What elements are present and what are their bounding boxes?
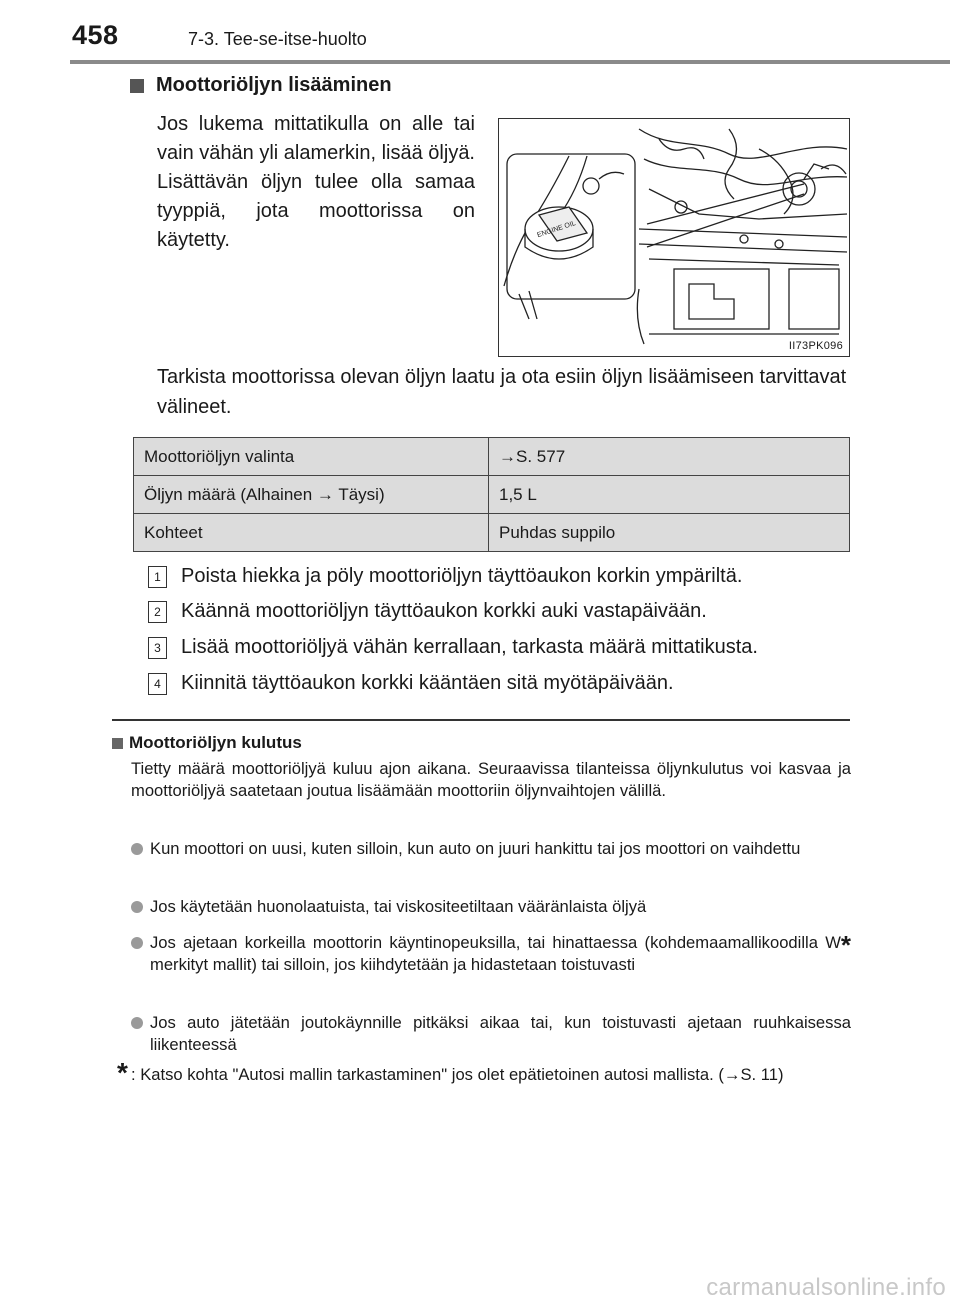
footnote bbox=[117, 1057, 852, 1088]
text-part: : Katso kohta "Autosi mallin tarkastaminen" jos olet epätietoinen autosi mallista. ( bbox=[131, 1065, 724, 1084]
asterisk-mark: * bbox=[840, 930, 851, 960]
page-number: 458 bbox=[72, 20, 119, 50]
list-item-text: Jos käytetään huonolaatuista, tai viskositeetiltaan vääränlaista öljyä bbox=[150, 897, 647, 916]
table-cell-label bbox=[134, 476, 489, 514]
watermark: carmanualsonline.info bbox=[706, 1274, 946, 1301]
bullet-dot-icon bbox=[131, 1017, 143, 1029]
bullet-dot-icon bbox=[131, 937, 143, 949]
arrow-icon: → bbox=[499, 446, 516, 466]
footnote-asterisk: * bbox=[117, 1057, 128, 1088]
table-cell-label: Kohteet bbox=[134, 514, 489, 552]
consumption-paragraph: Tietty määrä moottoriöljyä kuluu ajon aikana. Seuraavissa tilanteissa öljynkulutus voi kasvaa ja moottoriöljyä saatetaan joutua lisäämään moottoriin öljynvaihtojen välillä. bbox=[131, 759, 851, 800]
heading-add-oil-text: Moottoriöljyn lisääminen bbox=[156, 74, 392, 96]
footnote-text bbox=[131, 1062, 852, 1088]
list-item-text: Kun moottori on uusi, kuten silloin, kun auto on juuri hankittu tai jos moottori on vaihdettu bbox=[150, 839, 801, 858]
section-title: 7-3. Tee-se-itse-huolto bbox=[188, 29, 367, 49]
section-divider bbox=[112, 719, 850, 721]
list-item-text bbox=[150, 932, 851, 976]
header-divider bbox=[70, 60, 950, 64]
table-row bbox=[134, 438, 850, 476]
step-item bbox=[148, 636, 758, 659]
square-bullet-icon bbox=[130, 79, 144, 93]
square-bullet-icon bbox=[112, 738, 123, 749]
list-item bbox=[131, 1012, 851, 1056]
intro-paragraph: Jos lukema mittatikulla on alle tai vain vähän yli alamerkin, lisää öljyä. Lisättävän öljyn tulee olla samaa tyyppiä, jota moottorissa on käytetty. bbox=[157, 113, 475, 251]
cap-label: ENGINE OIL bbox=[536, 220, 577, 240]
page-ref-link[interactable]: S. 577 bbox=[516, 446, 566, 466]
step-item bbox=[148, 565, 742, 588]
step-item bbox=[148, 672, 674, 695]
step-text: Poista hiekka ja pöly moottoriöljyn täyttöaukon korkin ympäriltä. bbox=[181, 565, 743, 587]
label-part: Täysi) bbox=[333, 484, 385, 504]
figure-code: II73PK096 bbox=[788, 340, 843, 352]
label-part: Öljyn määrä (Alhainen bbox=[144, 484, 317, 504]
bullet-dot-icon bbox=[131, 901, 143, 913]
step-number: 3 bbox=[148, 637, 167, 659]
oil-spec-table bbox=[133, 437, 850, 552]
text-part: merkityt mallit) tai silloin, jos kiihdytetään ja hidastetaan toistuvasti bbox=[150, 955, 636, 974]
bullet-dot-icon bbox=[131, 843, 143, 855]
table-row bbox=[134, 514, 850, 552]
step-item bbox=[148, 600, 707, 623]
step-number: 1 bbox=[148, 566, 167, 588]
list-item bbox=[131, 932, 851, 976]
step-text: Lisää moottoriöljyä vähän kerrallaan, tarkasta määrä mittatikusta. bbox=[181, 636, 758, 658]
list-item bbox=[131, 896, 851, 918]
arrow-icon: → bbox=[316, 484, 334, 504]
step-text: Käännä moottoriöljyn täyttöaukon korkki auki vastapäivään. bbox=[181, 600, 707, 622]
step-text: Kiinnitä täyttöaukon korkki kääntäen sitä myötäpäivään. bbox=[181, 672, 674, 694]
engine-bay-drawing bbox=[499, 119, 849, 356]
step-number: 2 bbox=[148, 601, 167, 623]
list-item-text: Jos auto jätetään joutokäynnille pitkäksi aikaa tai, kun toistuvasti ajetaan ruuhkaisessa liikenteessä bbox=[150, 1013, 851, 1054]
preparation-paragraph: Tarkista moottorissa olevan öljyn laatu ja ota esiin öljyn lisäämiseen tarvittavat välineet. bbox=[157, 366, 847, 418]
table-cell-value: Puhdas suppilo bbox=[489, 514, 850, 552]
engine-illustration bbox=[498, 118, 850, 357]
step-number: 4 bbox=[148, 673, 167, 695]
table-cell-value[interactable] bbox=[489, 438, 850, 476]
table-cell-value: 1,5 L bbox=[489, 476, 850, 514]
list-item bbox=[131, 838, 851, 860]
heading-add-oil bbox=[130, 74, 392, 97]
page-ref-link[interactable]: S. 11) bbox=[740, 1065, 784, 1084]
heading-oil-consumption-text: Moottoriöljyn kulutus bbox=[129, 733, 302, 752]
arrow-icon: → bbox=[723, 1065, 741, 1084]
heading-oil-consumption bbox=[112, 733, 302, 753]
text-part: Jos ajetaan korkeilla moottorin käyntinopeuksilla, tai hinattaessa (kohdemaamallikoodilla W bbox=[150, 933, 841, 952]
table-cell-label: Moottoriöljyn valinta bbox=[134, 438, 489, 476]
table-row bbox=[134, 476, 850, 514]
